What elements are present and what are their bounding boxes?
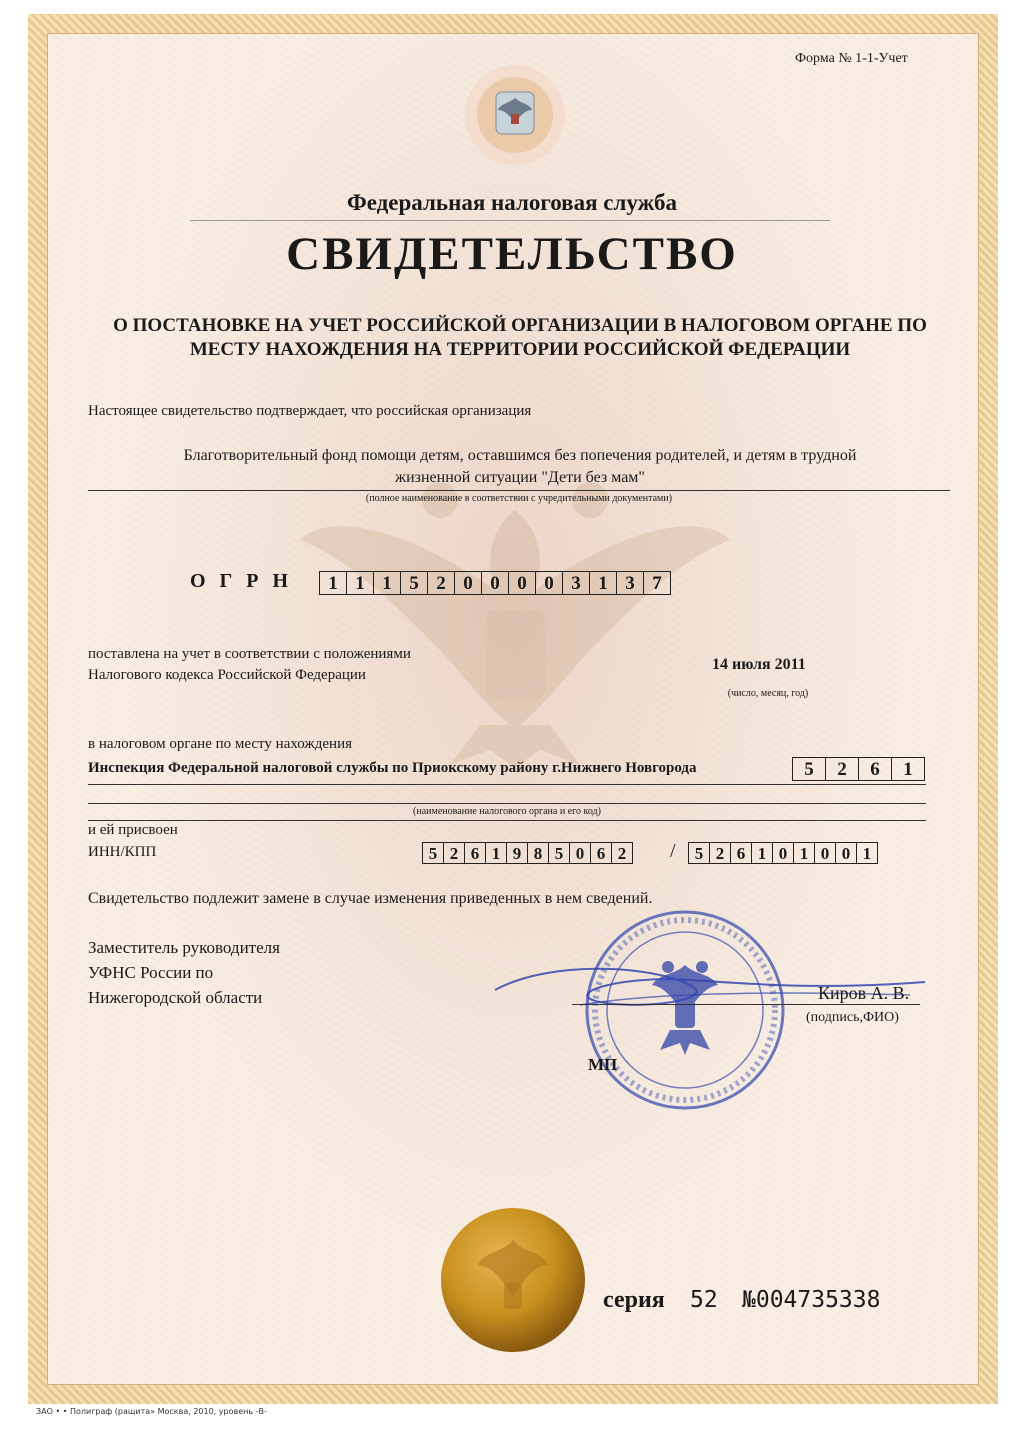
signatory-position-line: УФНС России по [88,963,214,982]
inn-digit: 2 [611,842,633,864]
tax-authority-lead: в налоговом органе по месту нахождения [88,736,353,752]
kpp-digit: 6 [730,842,752,864]
kpp-digit: 1 [856,842,878,864]
registration-line-2: Налогового кодекса Российской Федерации [88,667,366,683]
organization-line-1: Благотворительный фонд помощи детям, оставшимся без попечения родителей, и детям в трудной [183,447,857,464]
date-caption: (число, месяц, год) [727,688,809,699]
organization-caption: (полное наименование в соответствии с учредительными документами) [365,493,673,504]
tax-authority-name: Инспекция Федеральной налоговой службы по Приокскому району г.Нижнего Новгорода [88,760,697,776]
ogrn-digit: 0 [508,571,536,595]
ogrn-digit: 1 [346,571,374,595]
tax-authority-caption: (наименование налогового органа и его код) [413,806,601,817]
signature-line [572,1004,920,1005]
inn-digit: 1 [485,842,507,864]
ogrn-digit: 1 [373,571,401,595]
ogrn-label: ОГРН [190,570,303,592]
ogrn-digit: 0 [481,571,509,595]
inn-kpp-label: ИНН/КПП [88,844,157,860]
stamp-place-label: МП [588,1055,618,1074]
registration-line-1: поставлена на учет в соответствии с положениями [88,646,411,662]
tax-code-digit: 1 [891,757,925,781]
intro-text: Настоящее свидетельство подтверждает, что российская организация [88,403,532,419]
document-title: СВИДЕТЕЛЬСТВО [286,228,738,280]
inn-digit: 6 [464,842,486,864]
kpp-digit: 2 [709,842,731,864]
ogrn-digit: 3 [616,571,644,595]
inn-digit: 8 [527,842,549,864]
ogrn-digit: 1 [319,571,347,595]
series-number: 52 [690,1287,718,1313]
ogrn-digit: 2 [427,571,455,595]
serial-number: №004735338 [742,1287,881,1313]
kpp-digit: 0 [772,842,794,864]
registration-date: 14 июля 2011 [712,656,806,673]
tax-code-digit: 5 [792,757,826,781]
tax-authority-underline-2 [88,803,926,804]
inn-digit: 0 [569,842,591,864]
tax-authority-code [793,757,925,781]
inn-lead: и ей присвоен [88,822,178,838]
inn-digit: 5 [422,842,444,864]
replacement-note: Свидетельство подлежит замене в случае изменения приведенных в нем сведений. [88,890,653,907]
inn-digits [423,842,633,864]
ogrn-digit: 0 [535,571,563,595]
ogrn-digit: 3 [562,571,590,595]
kpp-digit: 1 [793,842,815,864]
tax-authority-underline-1 [88,784,926,785]
ogrn-digit: 0 [454,571,482,595]
title-divider [190,220,830,221]
signatory-position-line: Заместитель руководителя [88,938,280,957]
document-subtitle: О ПОСТАНОВКЕ НА УЧЕТ РОССИЙСКОЙ ОРГАНИЗАЦИИ В НАЛОГОВОМ ОРГАНЕ ПО МЕСТУ НАХОЖДЕНИЯ НА ТЕРРИТОРИИ РОССИЙСКОЙ ФЕДЕРАЦИИ [113,315,927,360]
signature-caption: (подпись,ФИО) [806,1010,899,1025]
tax-authority-underline-3 [88,820,926,821]
organization-line-2: жизненной ситуации "Дети без мам" [395,469,645,486]
kpp-digits [689,842,878,864]
inn-digit: 5 [548,842,570,864]
series-label: серия [603,1287,665,1313]
inn-digit: 2 [443,842,465,864]
tax-code-digit: 2 [825,757,859,781]
inn-digit: 6 [590,842,612,864]
signatory-position-line: Нижегородской области [88,988,263,1007]
ogrn-digits [320,571,671,595]
kpp-digit: 0 [814,842,836,864]
signatory-name: Киров А. В. [818,983,910,1003]
ogrn-digit: 1 [589,571,617,595]
organization-name [100,445,940,489]
signatory-position [88,935,280,1010]
eagle-watermark-icon [290,470,740,770]
printer-footer: ЗАО • • Полиграф (рaщита» Москва, 2010, уровень -В- [36,1407,267,1416]
ogrn-digit: 5 [400,571,428,595]
form-number: Форма № 1-1-Учет [795,51,908,66]
ogrn-digit: 7 [643,571,671,595]
coat-of-arms-icon [460,60,570,170]
inn-digit: 9 [506,842,528,864]
tax-code-digit: 6 [858,757,892,781]
agency-name: Федеральная налоговая служба [347,190,677,215]
kpp-digit: 1 [751,842,773,864]
organization-underline [88,490,950,491]
kpp-digit: 5 [688,842,710,864]
kpp-digit: 0 [835,842,857,864]
inn-kpp-separator: / [670,840,676,862]
gold-hologram-seal-icon [438,1205,588,1355]
